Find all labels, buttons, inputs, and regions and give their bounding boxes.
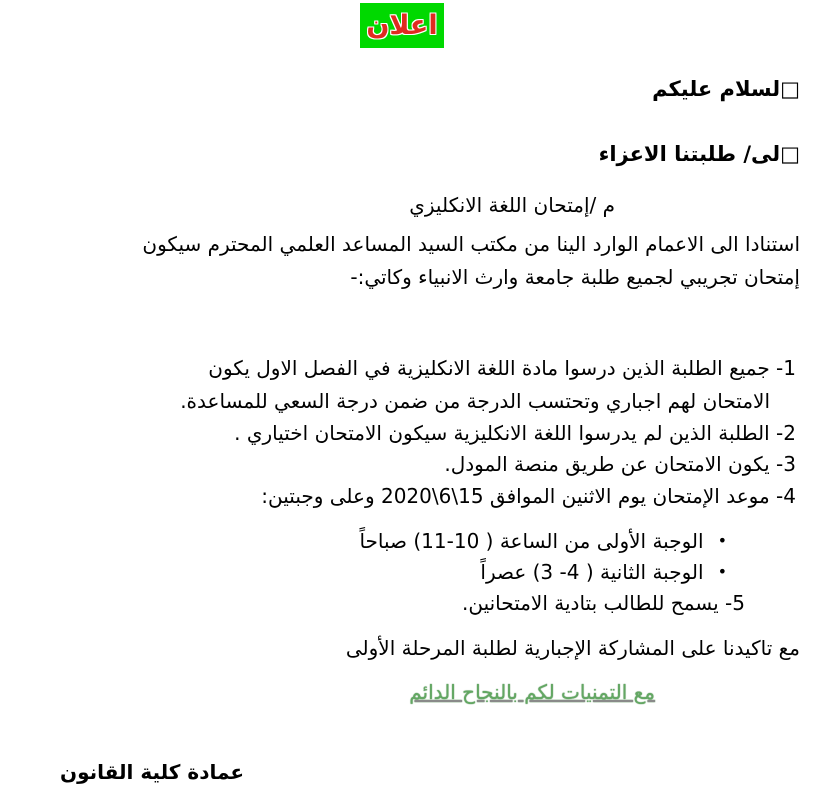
greeting-line: □لسلام عليكم	[652, 77, 800, 101]
list-item-2: 2- الطلبة الذين لم يدرسوا اللغة الانكليزية سيكون الامتحان اختياري .	[234, 421, 796, 445]
list-item-3: 3- يكون الامتحان عن طريق منصة المودل.	[444, 452, 796, 476]
signature-line: عمادة كلية القانون	[60, 760, 245, 784]
subject-line: م /إمتحان اللغة الانكليزي	[409, 193, 615, 217]
intro-line-2: إمتحان تجريبي لجميع طلبة جامعة وارث الانبياء وكاتي:-	[350, 265, 800, 289]
bullet-item-2	[480, 559, 727, 585]
list-item-5: 5- يسمح للطالب بتادية الامتحانين.	[462, 591, 745, 615]
list-item-1-line-1: 1- جميع الطلبة الذين درسوا مادة اللغة الانكليزية في الفصل الاول يكون	[208, 356, 796, 380]
bullet-icon: •	[717, 562, 727, 581]
announcement-banner-label: اعلان	[366, 10, 438, 41]
bullet-item-2-label: الوجبة الثانية ( 4- 3) عصراً	[480, 560, 704, 584]
wishes-line: مع التمنيات لكم بالنجاح الدائم	[409, 680, 655, 704]
bullet-icon: •	[717, 531, 727, 550]
announcement-banner	[360, 3, 444, 48]
emphasis-line: مع تاكيدنا على المشاركة الإجبارية لطلبة المرحلة الأولى	[345, 636, 800, 660]
bullet-item-1	[359, 528, 727, 554]
list-item-4: 4- موعد الإمتحان يوم الاثنين الموافق 15\6\2020 وعلى وجبتين:	[261, 484, 796, 508]
bullet-item-1-label: الوجبة الأولى من الساعة ( 10-11) صباحاً	[359, 529, 704, 553]
addressee-line: □لى/ طلبتنا الاعزاء	[598, 142, 800, 166]
list-item-1-line-2: الامتحان لهم اجباري وتحتسب الدرجة من ضمن درجة السعي للمساعدة.	[180, 389, 770, 413]
intro-line-1: استنادا الى الاعمام الوارد الينا من مكتب السيد المساعد العلمي المحترم سيكون	[142, 232, 800, 256]
